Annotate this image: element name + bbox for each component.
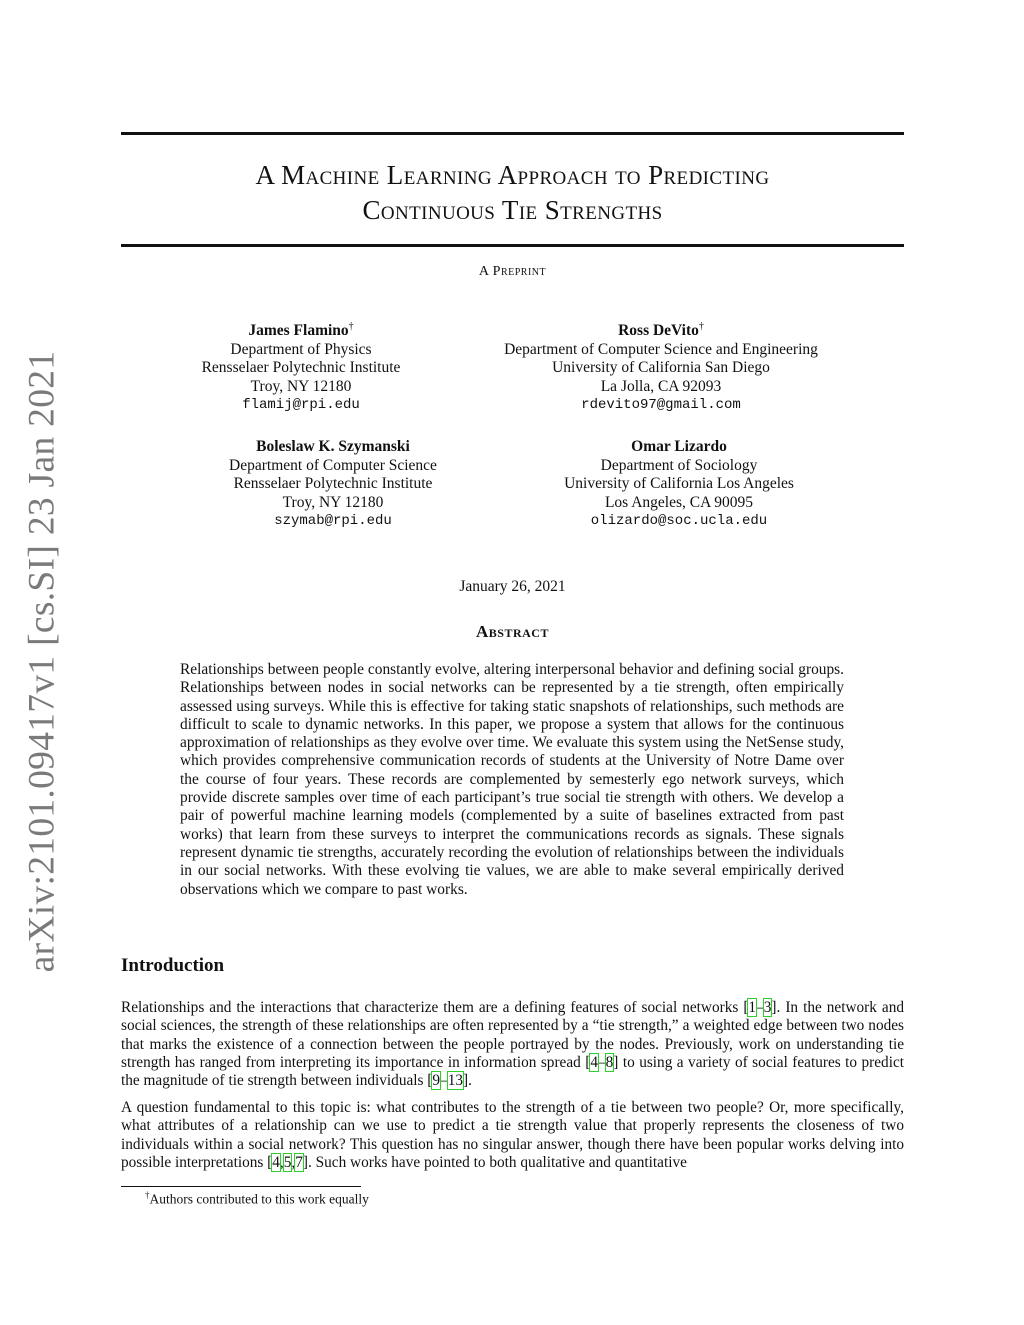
paper-title [121, 158, 904, 228]
citation-link[interactable]: 8 [605, 1053, 614, 1071]
footnote-mark: † [145, 1190, 150, 1200]
author-email[interactable]: olizardo@soc.ucla.edu [590, 513, 768, 529]
paragraph-text: ]. Such works have pointed to both qualitative and quantitative [302, 1153, 687, 1171]
paragraph-text: A question fundamental to this topic is: what contributes to the strength of a tie between two people? Or, more specifically, what attributes of a relationship can we use to predict a tie strength value that properly represents the closeness of two individuals within a social network? This question has no singular answer, though there have been popular works delving into possible interpretations [ [121, 1099, 904, 1171]
preprint-label: A Preprint [478, 264, 547, 279]
author-name: Boleslaw K. Szymanski [256, 438, 410, 455]
publication-date: January 26, 2021 [459, 578, 566, 595]
citation-link[interactable]: 13 [447, 1072, 463, 1090]
citation-separator: – [597, 1053, 606, 1071]
author-institution: University of California San Diego [552, 359, 770, 377]
author-institution: University of California Los Angeles [564, 475, 794, 492]
author-department: Department of Computer Science [229, 456, 437, 474]
author-name: Omar Lizardo [631, 438, 727, 455]
author-email[interactable]: rdevito97@gmail.com [581, 397, 741, 414]
author-institution: Rensselaer Polytechnic Institute [233, 475, 433, 492]
author-block-szymanski [192, 438, 474, 531]
author-mark: † [698, 321, 704, 332]
citation-separator: – [440, 1072, 448, 1090]
abstract-heading: Abstract [476, 622, 549, 641]
citation-link[interactable]: 4 [590, 1053, 598, 1071]
author-department: Department of Sociology [600, 456, 758, 474]
arxiv-identifier-text: arXiv:2101.09417v1 [cs.SI] 23 Jan 2021 [21, 350, 63, 972]
author-location: La Jolla, CA 92093 [600, 377, 722, 395]
paragraph-text: ]. [463, 1072, 472, 1090]
title-bottom-rule [121, 244, 904, 247]
author-mark: † [348, 321, 354, 332]
author-block-devito [460, 318, 862, 415]
introduction-heading: Introduction [121, 955, 225, 976]
footnote [145, 1190, 369, 1208]
author-block-flamino [160, 318, 442, 415]
author-department: Department of Computer Science and Engineering [504, 340, 818, 358]
author-department: Department of Physics [230, 340, 372, 358]
paragraph-text: ]. In the network and social sciences, the strength of these relationships are often represented by a “tie strength,” a weighted edge between two nodes that marks the existence of a connection between the people portrayed by the nodes. Previously, work on understanding tie strength has ranged from interpreting its importance in information spread [ [121, 999, 904, 1071]
author-location: Troy, NY 12180 [282, 493, 384, 511]
title-line-2: Continuous Tie Strengths [362, 195, 663, 225]
abstract-text: Relationships between people constantly evolve, altering interpersonal behavior and defining social groups. Relationships between nodes in social networks can be represented by a tie strength, often empirically assessed using surveys. While this is effective for taking static snapshots of relationships, such methods are difficult to scale to dynamic networks. In this paper, we propose a system that allows for the continuous approximation of relationships as they evolve over time. We evaluate this system using the NetSense study, which provides comprehensive communication records of students at the University of Notre Dame over the course of four years. These records are complemented by semesterly ego network surveys, which provide discrete samples over time of each participant’s true social tie strength with others. We develop a pair of powerful machine learning models (complemented by a suite of baselines extracted from past works) that learn from these surveys to interpret the communications records as signals. These signals represent dynamic tie strengths, accurately recording the evolution of relationships between the individuals in our social networks. With these evolving tie values, we are able to make several empirically derived observations which we compare to past works. [180, 661, 844, 898]
title-top-rule [121, 132, 904, 135]
citation-separator: , [291, 1153, 296, 1171]
citation-link[interactable]: 4 [272, 1153, 280, 1171]
introduction-paragraph-2 [121, 1099, 904, 1172]
citation-link[interactable]: 5 [283, 1153, 292, 1171]
author-location: Los Angeles, CA 90095 [604, 493, 754, 511]
author-email[interactable]: szymab@rpi.edu [274, 513, 392, 529]
citation-link[interactable]: 3 [763, 999, 772, 1016]
citation-link[interactable]: 1 [748, 999, 757, 1016]
footnote-text: Authors contributed to this work equally [149, 1191, 369, 1207]
author-location: Troy, NY 12180 [250, 377, 352, 395]
citation-link[interactable]: 9 [432, 1072, 441, 1090]
title-line-1: A Machine Learning Approach to Predicting [255, 160, 770, 190]
arxiv-identifier-stamp [12, 350, 72, 972]
author-email[interactable]: flamij@rpi.edu [242, 397, 360, 414]
citation-separator: , [279, 1153, 284, 1171]
paragraph-text: Relationships and the interactions that characterize them are a defining features of social networks [ [121, 999, 749, 1016]
footnote-rule [121, 1186, 361, 1187]
author-name: James Flamino [248, 322, 349, 340]
introduction-paragraph-1 [121, 999, 904, 1090]
author-institution: Rensselaer Polytechnic Institute [201, 359, 401, 377]
author-block-lizardo [509, 438, 849, 531]
citation-link[interactable]: 7 [295, 1153, 303, 1171]
citation-separator: – [756, 999, 764, 1016]
author-name: Ross DeVito [618, 322, 699, 340]
paragraph-text: ] to using a variety of social features to predict the magnitude of tie strength between individuals [ [121, 1053, 904, 1090]
